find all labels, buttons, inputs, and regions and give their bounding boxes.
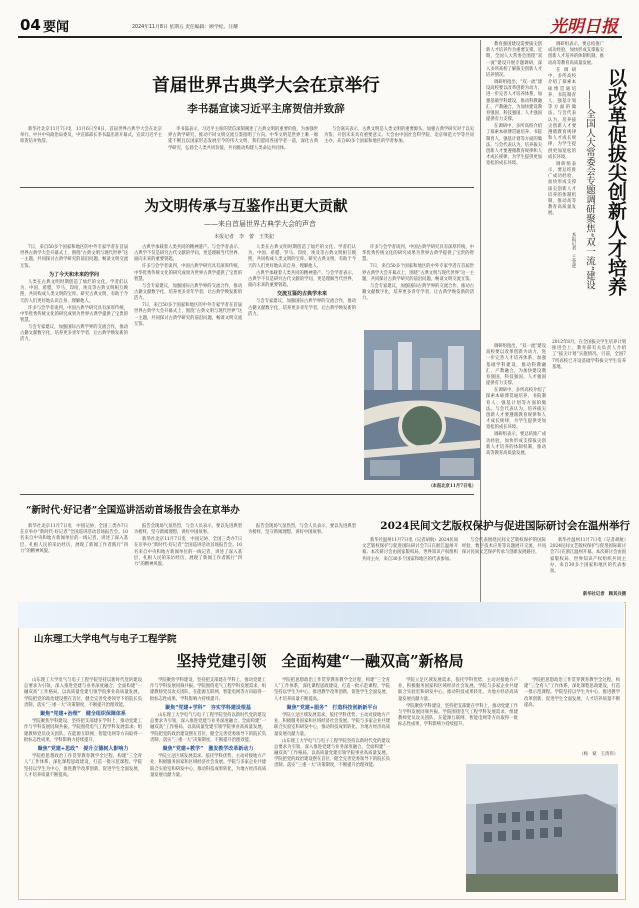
story4-col2b: 在调研中，多所高校介绍了探索本硕博贯通培养、书院制育人、强基计划等方面的做法。与会代表认为，培养拔尖创新人才要遵循教育规律和人才成长规律，为学生提供更加宽松的成长环境。 调研组表示，要总结推广成功经验，加快形成支撑拔尖创新人才培养的体制机制，推动高等教育高质量发展。 <box>548 68 576 217</box>
story2-subhead-2: 交流互鉴的古典学未来 <box>276 291 327 298</box>
story4-photo-caption: 2012年8月，在全国拔尖学生培养计划推进会上，教育部有关负责人介绍了“拔尖计划”实施情况。目前，全国77所高校已开设基础学科拔尖学生培养基地。 <box>552 340 626 492</box>
story2-col2: 古典学承载着人类共同的精神遗产。与会学者表示，古典学不仅是研究古代文献的学问，更是理解当代世界、面向未来的重要钥匙。 许多与会学者谈到，中国古典学研究具有深厚传统，中华优秀传统文化的研究成果为世界古典学提供了宝贵的智慧。 与会专家建议，加强国际古典学界的交流合作，推动古籍文献数字化，培养更多青年学者，让古典学焕发新的活力。 7日，来自50多个国家和地区的中外专家学者在首届世界古典学大会开幕式上，围绕“古典文明与现代世界”这一主题，共同探讨古典学研究的前沿问题，畅谈文明交流互鉴。 <box>134 245 242 327</box>
story2-dateline: （本报北京11月7日电） <box>428 484 476 489</box>
story4-col3: 调研组指出，“双一流”建设高校要以改革创新为动力，进一步完善人才培养体系，加强基础学科建设，推动科教融汇、产教融合，为加快建设教育强国、科技强国、人才强国提供有力支撑。 在调研中，多所高校介绍了探索本硕博贯通培养、书院制育人、强基计划等方面的做法。与会代表认为，培养拔尖创新人才要遵循教育规律和人才成长规律，为学生提供更加宽松的成长环境。 调研组表示，要总结推广成功经验，加快形成支撑拔尖创新人才培养的体制机制，推动高等教育高质量发展。 <box>486 344 546 457</box>
feature-col1: 山东理工大学电气与电子工程学院坚持以新时代党的建设总要求为引领，深入推进党建与业务深度融合，全面构建“一融双高”工作格局，以高质量党建引领学院事业高质量发展。学院把党的政治建设摆在首位，健全完善党委领导下的院长负责制，落实“三重一大”决策制度，不断提升治理效能。 聚焦“党建+治理” 健全组织保障体系 学院聚焦学科建设，坚持把支部建在学科上，推动党建工作与学科发展同频共振。学院围绕电气工程学科发展需求，组建教师党员攻关团队，在能源互联网、智能电网等方向取得一批标志性成果，学科影响力持续提升。 聚焦“党建+思政” 提升立德树人影响力 学院把思想政治工作贯穿教育教学全过程，构建“三全育人”工作体系，深化课程思政建设，打造一批示范课程。学院坚持以学生为中心，推进教学改革创新，促进学生全面发展，人才培养质量不断提高。 <box>24 678 142 778</box>
story5-title: 2024民间文艺版权保护与促进国际研讨会在温州举行 <box>380 520 630 532</box>
story1-col3: 与会嘉宾表示，古典文明是人类文明的重要源头，加强古典学研究对于以史为鉴、开创未来具有重要意义。大会由中国社会科学院、北京师范大学等共同主办，来自60多个国家和地区的学者参加。 <box>324 127 474 145</box>
campus-building-photo <box>466 764 618 892</box>
story2-byline: 本报记者 李 蕾 王笑妃 <box>213 234 274 240</box>
story2-col1: 7日，来自50多个国家和地区的中外专家学者在首届世界古典学大会开幕式上，围绕“古典文明与现代世界”这一主题，共同探讨古典学研究的前沿问题，畅谈文明交流互鉴。 为了今天和未来的学问 人类在古典文明时期创造了灿烂的文化。学者们认为，中国、希腊、罗马、印度、埃及等古典文明相互映照，共同构成人类文明的宝库。研究古典文明，有助于今天的人们更好地认识自身、理解他人。 许多与会学者谈到，中国古典学研究具有深厚传统，中华优秀传统文化的研究成果为世界古典学提供了宝贵的智慧。 与会专家建议，加强国际古典学界的交流合作，推动古籍文献数字化，培养更多青年学者，让古典学焕发新的活力。 <box>20 245 128 343</box>
feature-subhead-4: 聚焦“党建+教学” 激发教学改革新动力 <box>162 746 254 753</box>
feature-col2: 学院聚焦学科建设，坚持把支部建在学科上，推动党建工作与学科发展同频共振。学院围绕电气工程学科发展需求，组建教师党员攻关团队，在能源互联网、智能电网等方向取得一批标志性成果，学科影响力持续提升。 聚焦“党建+学科” 夯实学科建设根基 山东理工大学电气与电子工程学院坚持以新时代党的建设总要求为引领，深入推进党建与业务深度融合，全面构建“一融双高”工作格局，以高质量党建引领学院事业高质量发展。学院把党的政治建设摆在首位，健全完善党委领导下的院长负责制，落实“三重一大”决策制度，不断提升治理效能。 聚焦“党建+教学” 激发教学改革新动力 学院立足区域发展需求，依托学科优势，主动对接地方产业，积极服务国家和区域经济社会发展。学院与多家企业共建联合实验室和研发中心，推动科技成果转化，为地方经济高质量发展贡献力量。 <box>150 678 267 778</box>
story1-col1: 新华社北京11月7日电 11月6日至8日，首届世界古典学大会在北京举行。中共中央政治局委员、中宣部部长李书磊出席开幕式，宣读习近平主席贺信并致辞。 <box>20 127 162 145</box>
story4-col2: 调研组表示，要总结推广成功经验，加快形成支撑拔尖创新人才培养的体制机制，推动高等教育高质量发展。 <box>548 42 604 66</box>
feature-subhead-1: 聚焦“党建+治理” 健全组织保障体系 <box>40 711 126 718</box>
story1-bottom-rule <box>20 187 474 188</box>
story2-title: 为文明传承与互鉴作出更大贡献 <box>144 198 348 215</box>
story4-byline: 本报记者 王金虎 <box>571 232 576 268</box>
feature-school: 山东理工大学电气与电子工程学院 <box>34 634 177 645</box>
feature-col3: 学院把思想政治工作贯穿教育教学全过程，构建“三全育人”工作体系，深化课程思政建设，打造一批示范课程。学院坚持以学生为中心，推进教学改革创新，促进学生全面发展，人才培养质量不断提高。 聚焦“党建+服务” 打造科技创新新平台 学院立足区域发展需求，依托学科优势，主动对接地方产业，积极服务国家和区域经济社会发展。学院与多家企业共建联合实验室和研发中心，推动科技成果转化，为地方经济高质量发展贡献力量。 山东理工大学电气与电子工程学院坚持以新时代党的建设总要求为引领，深入推进党建与业务深度融合，全面构建“一融双高”工作格局，以高质量党建引领学院事业高质量发展。学院把党的政治建设摆在首位，健全完善党委领导下的院长负责制，落实“三重一大”决策制度，不断提升治理效能。 <box>274 678 391 769</box>
feature-title: 坚持党建引领 全面构建“一融双高”新格局 <box>176 652 464 670</box>
story2-subhead-1: 为了今天和未来的学问 <box>48 271 99 278</box>
story1-subtitle: 李书磊宣读习近平主席贺信并致辞 <box>187 103 345 115</box>
issue-meta: 2024年11月8日 星期五 责任编辑：顾学松、汪耀 <box>132 25 238 30</box>
story5-col2: 与会代表围绕民间文艺版权保护的国际经验、数字技术应用等议题展开交流，共同探讨民间文艺保护传承与创新发展路径。 <box>462 538 546 556</box>
story3-title: “新时代·好记者”全国巡讲活动首场报告会在京举办 <box>26 505 240 516</box>
story4-col1: 教育强国建设需要拔尖创新人才培养作为重要支撑。近期，全国人大常委会围绕“双一流”建设开展专题调研，深入多所高校了解拔尖创新人才培养情况。 调研组指出，“双一流”建设高校要以改革创新为动力，进一步完善人才培养体系，加强基础学科建设，推动科教融汇、产教融合，为加快建设教育强国、科技强国、人才强国提供有力支撑。 在调研中，多所高校介绍了探索本硕博贯通培养、书院制育人、强基计划等方面的做法。与会代表认为，培养拔尖创新人才要遵循教育规律和人才成长规律，为学生提供更加宽松的成长环境。 <box>486 42 542 167</box>
header-rule <box>18 36 622 38</box>
story2-col3: 人类在古典文明时期创造了灿烂的文化。学者们认为，中国、希腊、罗马、印度、埃及等古典文明相互映照，共同构成人类文明的宝库。研究古典文明，有助于今天的人们更好地认识自身、理解他人。 古典学承载着人类共同的精神遗产。与会学者表示，古典学不仅是研究古代文献的学问，更是理解当代世界、面向未来的重要钥匙。 交流互鉴的古典学未来 与会专家建议，加强国际古典学界的交流合作，推动古籍文献数字化，培养更多青年学者，让古典学焕发新的活力。 <box>248 245 356 317</box>
feature-subhead-5: 聚焦“党建+服务” 打造科技创新新平台 <box>286 704 378 711</box>
feature-subhead-2: 聚焦“党建+学科” 夯实学科建设根基 <box>165 704 251 711</box>
story4-title: 以改革促拔尖创新人才培养 <box>605 68 627 296</box>
story5-col3: 新华社温州11月7日电（记者胡航）2024民间文艺版权保护与促进国际研讨会7日在浙江温州开幕。本次研讨会由国家版权局、世界知识产权组织共同主办，来自30多个国家和地区的代表参加。 <box>550 538 626 575</box>
page-number: 04 <box>20 16 41 34</box>
feature-banner <box>18 602 624 628</box>
masthead-logo: 光明日报 <box>550 17 618 37</box>
aerial-city-photo <box>364 330 480 480</box>
feature-col4: 学院立足区域发展需求，依托学科优势，主动对接地方产业，积极服务国家和区域经济社会发展。学院与多家企业共建联合实验室和研发中心，推动科技成果转化，为地方经济高质量发展贡献力量。 学院聚焦学科建设，坚持把支部建在学科上，推动党建工作与学科发展同频共振。学院围绕电气工程学科发展需求，组建教师党员攻关团队，在能源互联网、智能电网等方向取得一批标志性成果，学科影响力持续提升。 <box>398 678 518 728</box>
story3-col1: 新华社北京11月7日电 中国记协、全国三类办7日在京举办“新时代·好记者”全国巡讲活动首场报告会。10名来自中央和地方新闻单位的一线记者，讲述了深入基层、扎根人民的采访经历，展现了新闻工作者践行“四力”的精神风貌。 <box>20 524 128 554</box>
story2-col4: 许多与会学者谈到，中国古典学研究具有深厚传统，中华优秀传统文化的研究成果为世界古典学提供了宝贵的智慧。 7日，来自50多个国家和地区的中外专家学者在首届世界古典学大会开幕式上，围绕“古典文明与现代世界”这一主题，共同探讨古典学研究的前沿问题，畅谈文明交流互鉴。 与会专家建议，加强国际古典学界的交流合作，推动古籍文献数字化，培养更多青年学者，让古典学焕发新的活力。 <box>362 245 474 302</box>
story3-col3: 报告会现场气氛热烈，与会人员表示，要以先进典型为榜样，坚守新闻理想，讲好中国故事。 <box>248 524 356 536</box>
story5-col1: 新华社温州11月7日电（记者胡航）2024民间文艺版权保护与促进国际研讨会7日在浙江温州开幕。本次研讨会由国家版权局、世界知识产权组织共同主办，来自30多个国家和地区的代表参加。 <box>362 538 458 562</box>
feature-credit: （杨 斌 王清伟） <box>579 752 618 757</box>
story3-col2: 报告会现场气氛热烈，与会人员表示，要以先进典型为榜样，坚守新闻理想，讲好中国故事。 新华社北京11月7日电 中国记协、全国三类办7日在京举办“新时代·好记者”全国巡讲活动首场报告会。10名来自中央和地方新闻单位的一线记者，讲述了深入基层、扎根人民的采访经历，展现了新闻工作者践行“四力”的精神风貌。 <box>134 524 242 568</box>
feature-subhead-3: 聚焦“党建+思政” 提升立德树人影响力 <box>37 746 129 753</box>
story4-photo-credit: 新华社记者 顾其兵摄 <box>583 592 626 597</box>
story1-col2: 李书磊表示，习近平主席的贺信深刻阐述了古典文明的重要价值，为加强世界古典学研究、推动不同文明交流互鉴指明了方向。中华文明是世界上唯一绵延不断且以国家形态发展至今的伟大文明，我们愿同各国学者一道，深化古典学研究，弘扬全人类共同价值，共同推动构建人类命运共同体。 <box>168 127 318 151</box>
story4-subtitle: ——全国人大常委会专题调研聚焦“双一流”建设 <box>584 90 595 290</box>
feature-col5: 学院把思想政治工作贯穿教育教学全过程，构建“三全育人”工作体系，深化课程思政建设，打造一批示范课程。学院坚持以学生为中心，推进教学改革创新，促进学生全面发展，人才培养质量不断提高。 <box>524 678 620 708</box>
section-label: 要闻 <box>43 20 70 35</box>
story1-title: 首届世界古典学大会在京举行 <box>152 76 380 96</box>
story2-subtitle: ——来自首届世界古典学大会的声音 <box>204 220 316 228</box>
story2-bottom-rule <box>20 494 474 495</box>
